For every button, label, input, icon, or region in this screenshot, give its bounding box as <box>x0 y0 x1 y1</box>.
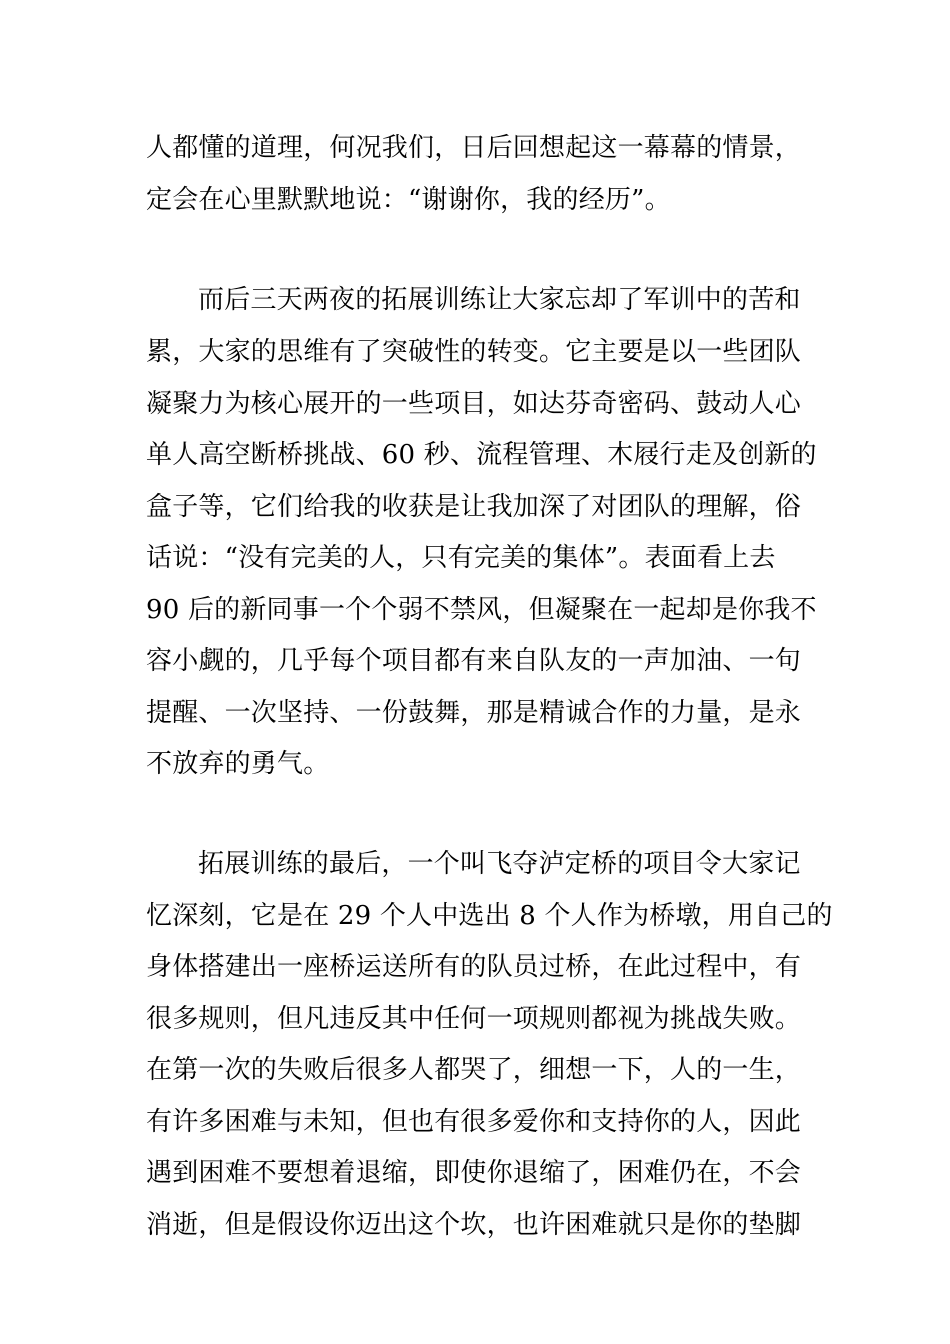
paragraph-3-line-5: 在第一次的失败后很多人都哭了，细想一下，人的一生， <box>146 1055 802 1085</box>
paragraph-2-line-6: 话说：“没有完美的人，只有完美的集体”。表面看上去 <box>146 543 776 573</box>
paragraph-3-line-2: 忆深刻，它是在 29 个人中选出 8 个人作为桥墩，用自己的 <box>146 901 833 931</box>
paragraph-2-line-9: 提醒、一次坚持、一份鼓舞，那是精诚合作的力量，是永 <box>146 698 802 728</box>
paragraph-1-line-1: 人都懂的道理，何况我们，日后回想起这一幕幕的情景， <box>146 133 802 163</box>
paragraph-2-line-3: 凝聚力为核心展开的一些项目，如达芬奇密码、鼓动人心 <box>146 389 802 419</box>
paragraph-1-line-2: 定会在心里默默地说：“谢谢你，我的经历”。 <box>146 185 671 215</box>
paragraph-3-line-3: 身体搭建出一座桥运送所有的队员过桥，在此过程中，有 <box>146 952 802 982</box>
paragraph-3-line-1: 拓展训练的最后，一个叫飞夺泸定桥的项目令大家记 <box>198 849 801 879</box>
paragraph-2-line-8: 容小觑的，几乎每个项目都有来自队友的一声加油、一句 <box>146 646 802 676</box>
paragraph-2-line-2: 累，大家的思维有了突破性的转变。它主要是以一些团队 <box>146 337 802 367</box>
paragraph-2-line-7: 90 后的新同事一个个弱不禁风，但凝聚在一起却是你我不 <box>146 595 817 625</box>
paragraph-2-line-1: 而后三天两夜的拓展训练让大家忘却了军训中的苦和 <box>198 285 801 315</box>
paragraph-3-line-7: 遇到困难不要想着退缩，即使你退缩了，困难仍在，不会 <box>146 1158 802 1188</box>
paragraph-3-line-8: 消逝，但是假设你迈出这个坎，也许困难就只是你的垫脚 <box>146 1210 802 1240</box>
paragraph-2-line-10: 不放弃的勇气。 <box>146 749 330 779</box>
paragraph-3-line-4: 很多规则，但凡违反其中任何一项规则都视为挑战失败。 <box>146 1004 802 1034</box>
paragraph-3-line-6: 有许多困难与未知，但也有很多爱你和支持你的人，因此 <box>146 1107 802 1137</box>
paragraph-2-line-5: 盒子等，它们给我的收获是让我加深了对团队的理解，俗 <box>146 492 802 522</box>
paragraph-2-line-4: 单人高空断桥挑战、60 秒、流程管理、木屐行走及创新的 <box>146 440 817 470</box>
